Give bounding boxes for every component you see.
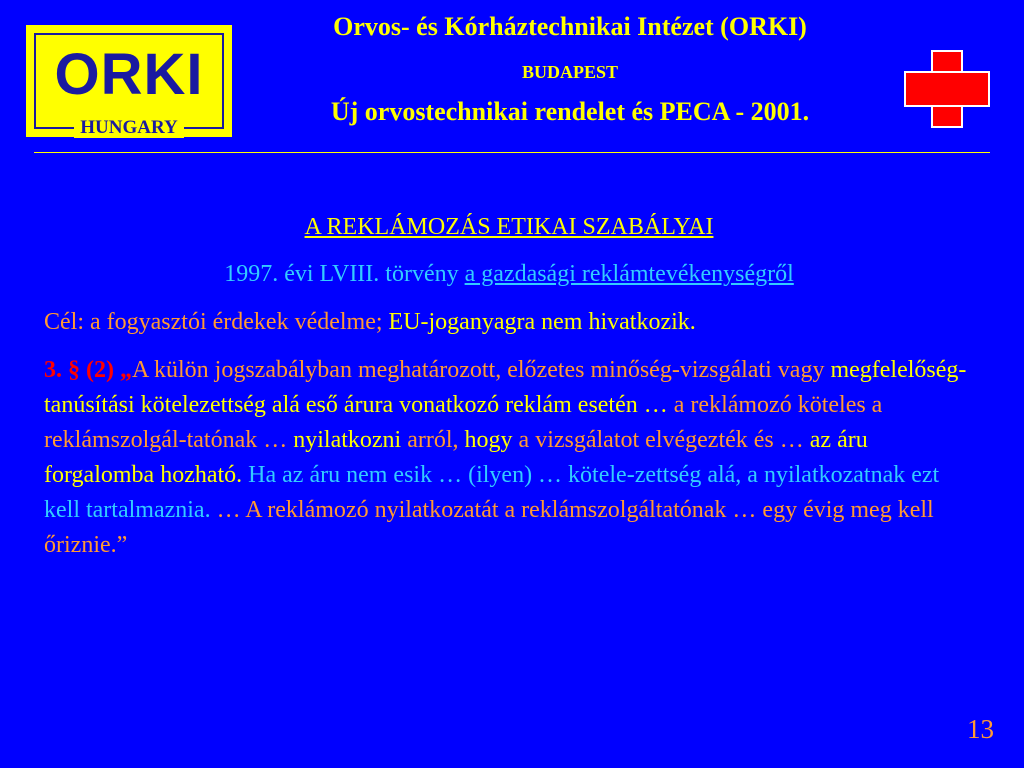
- paragraph-segment: megfelelőség-tanúsítási kötelezettség alá eső árura vonatkozó reklám esetén …: [44, 357, 967, 418]
- paragraph-segment: A külön jogszabályban meghatározott, előzetes minőség-vizsgálati vagy: [131, 357, 831, 383]
- goal-line: [44, 305, 974, 340]
- institute-title: Orvos- és Kórháztechnikai Intézet (ORKI): [333, 12, 807, 41]
- header-divider: [34, 152, 990, 153]
- paragraph-segment: az áru forgalomba hozható.: [44, 427, 868, 488]
- paragraph-segment: … A reklámozó nyilatkozatát a reklámszolgáltatónak … egy évig meg kell őriznie.”: [44, 497, 934, 558]
- paragraph-segment: arról,: [407, 427, 465, 453]
- section-heading: A REKLÁMOZÁS ETIKAI SZABÁLYAI: [304, 214, 714, 240]
- logo-country: HUNGARY: [36, 117, 222, 139]
- slide-content: [44, 210, 974, 563]
- red-cross-icon: [904, 50, 990, 128]
- page-number: 13: [967, 714, 994, 744]
- law-prefix: 1997. évi LVIII. törvény: [224, 261, 465, 287]
- paragraph-ref: 3. § (2) „: [44, 357, 132, 383]
- paragraph-segment: nyilatkozni: [293, 427, 408, 453]
- legal-paragraph: [44, 353, 974, 563]
- law-reference: [44, 257, 974, 292]
- presentation-subtitle: Új orvostechnikai rendelet és PECA - 2001.: [330, 97, 810, 126]
- city-label: BUDAPEST: [521, 62, 619, 82]
- paragraph-segment: hogy: [464, 427, 519, 453]
- goal-text: Cél: a fogyasztói érdekek védelme;: [44, 309, 389, 335]
- law-topic: a gazdasági reklámtevékenységről: [464, 261, 794, 287]
- paragraph-segment: Ha az áru nem esik … (ilyen) … kötele-zettség alá, a nyilatkozatnak ezt kell tartalmaznia.: [44, 462, 940, 523]
- paragraph-segment: a vizsgálatot elvégezték és …: [518, 427, 810, 453]
- paragraph-segment: a reklámozó köteles a reklámszolgál-tatónak …: [44, 392, 883, 453]
- logo-frame: [34, 33, 224, 138]
- orki-logo: [26, 25, 232, 137]
- goal-note: EU-joganyagra nem hivatkozik.: [388, 309, 696, 335]
- logo-wordmark: ORKI: [54, 42, 204, 107]
